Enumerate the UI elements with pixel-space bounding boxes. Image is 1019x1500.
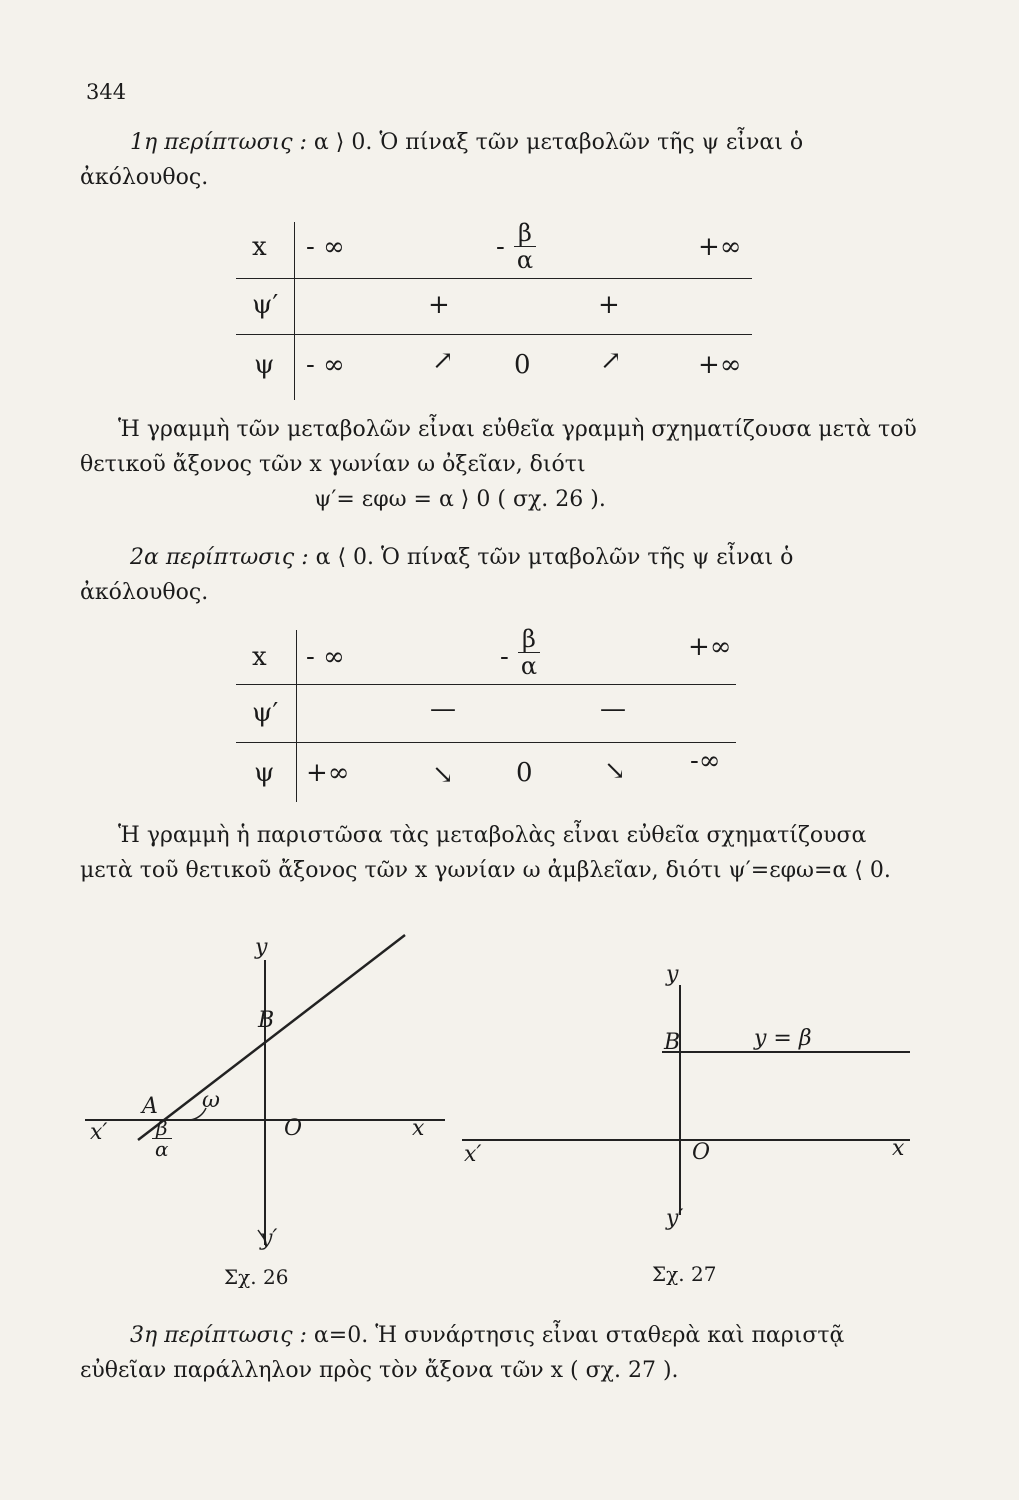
fig26-omega-label: ω bbox=[202, 1088, 220, 1113]
t2-x-frac-sign: - bbox=[500, 642, 509, 672]
paragraph-2: Ἡ γραμμὴ ἡ παριστῶσα τὰς μεταβολὰς εἶναι εὐθεῖα σχηματίζουσα μετὰ τοῦ θετικοῦ ἄξονος τῶν x γωνίαν ω ἀμβλεῖαν, διότι ψ′=εφω=α ⟨ 0. bbox=[80, 823, 891, 883]
fig26-y-label: y bbox=[255, 935, 268, 960]
case3-title: 3η περίπτωσις : bbox=[130, 1323, 307, 1348]
case3-paragraph bbox=[80, 1318, 920, 1388]
fig27-x-prime-label: x′ bbox=[464, 1142, 482, 1167]
t2-x-fraction: $\frac{\beta}{\alpha}$ bbox=[518, 626, 540, 679]
t1-psi-arrow-2: ↗ bbox=[600, 346, 622, 376]
t2-x-plus-inf: +∞ bbox=[688, 632, 732, 662]
t1-dpsi-label: ψ′ bbox=[252, 290, 279, 320]
t2-psi-plus-inf: +∞ bbox=[306, 758, 350, 788]
t2-psi-arrow-1: ↘ bbox=[432, 760, 454, 790]
t2-psi-minus-inf: -∞ bbox=[690, 746, 721, 776]
case1-title: 1η περίπτωσις : bbox=[130, 130, 307, 155]
t1-x-minus-inf: - ∞ bbox=[306, 232, 345, 262]
t2-x-minus-inf: - ∞ bbox=[306, 642, 345, 672]
t1-x-fraction: $\frac{\beta}{\alpha}$ bbox=[514, 220, 536, 273]
t1-psi-minus-inf: - ∞ bbox=[306, 350, 345, 380]
t1-x-label: x bbox=[252, 232, 267, 262]
t2-x-label: x bbox=[252, 642, 267, 672]
t1-psi-arrow-1: ↗ bbox=[432, 346, 454, 376]
formula-1: ψ′= εφω = α ⟩ 0 ( σχ. 26 ). bbox=[314, 487, 606, 512]
t1-dpsi-sign-1: + bbox=[428, 290, 450, 320]
t1-psi-label: ψ bbox=[254, 350, 275, 380]
fig26-A-label: A bbox=[142, 1094, 158, 1119]
t1-psi-plus-inf: +∞ bbox=[698, 350, 742, 380]
t1-x-frac-sign: - bbox=[496, 232, 505, 262]
t1-dpsi-sign-2: + bbox=[598, 290, 620, 320]
t1-x-plus-inf: +∞ bbox=[698, 232, 742, 262]
fig27-line-label: y = β bbox=[754, 1026, 812, 1051]
fig27-x-label: x bbox=[892, 1136, 905, 1161]
t2-dpsi-sign-1: — bbox=[430, 694, 456, 724]
fig27-O-label: O bbox=[692, 1140, 711, 1165]
t2-psi-arrow-2: ↘ bbox=[604, 756, 626, 786]
fig27-caption: Σχ. 27 bbox=[652, 1262, 717, 1286]
fig26-x-label: x bbox=[412, 1116, 425, 1141]
fig26-y-prime-label: y′ bbox=[260, 1226, 278, 1251]
t2-psi-zero: 0 bbox=[516, 758, 533, 788]
case1-text: α ⟩ 0. Ὁ πίναξ τῶν μεταβολῶν τῆς ψ εἶναι ὁ ἀκόλουθος. bbox=[80, 130, 804, 190]
t2-dpsi-sign-2: — bbox=[600, 694, 626, 724]
fig27-y-label: y bbox=[666, 962, 679, 987]
case2-title: 2α περίπτωσις : bbox=[130, 545, 309, 570]
t2-dpsi-label: ψ′ bbox=[252, 698, 279, 728]
t1-psi-zero: 0 bbox=[514, 350, 531, 380]
fig26-O-label: O bbox=[284, 1116, 303, 1141]
t2-psi-label: ψ bbox=[254, 758, 275, 788]
case3-text: α=0. Ἡ συνάρτησις εἶναι σταθερὰ καὶ παριστᾷ εὐθεῖαν παράλληλον πρὸς τὸν ἄξονα τῶν x ( σχ. 27 ). bbox=[80, 1323, 845, 1383]
paragraph-1: Ἡ γραμμὴ τῶν μεταβολῶν εἶναι εὐθεῖα γραμμὴ σχηματίζουσα μετὰ τοῦ θετικοῦ ἄξονος τῶν x γωνίαν ω ὀξεῖαν, διότι bbox=[80, 417, 917, 477]
fig27-B-label: B bbox=[664, 1030, 681, 1055]
fig26-beta-over-alpha: $\frac{\beta}{\alpha}$ bbox=[152, 1118, 172, 1159]
case2-text: α ⟨ 0. Ὁ πίναξ τῶν μταβολῶν τῆς ψ εἶναι ὁ ἀκόλουθος. bbox=[80, 545, 794, 605]
fig26-caption: Σχ. 26 bbox=[224, 1265, 289, 1289]
fig26-line bbox=[138, 935, 405, 1140]
page-number: 344 bbox=[86, 80, 127, 104]
fig27-y-prime-label: y′ bbox=[666, 1206, 684, 1231]
fig26-x-prime-label: x′ bbox=[90, 1120, 108, 1145]
fig26-B-label: B bbox=[258, 1008, 275, 1033]
